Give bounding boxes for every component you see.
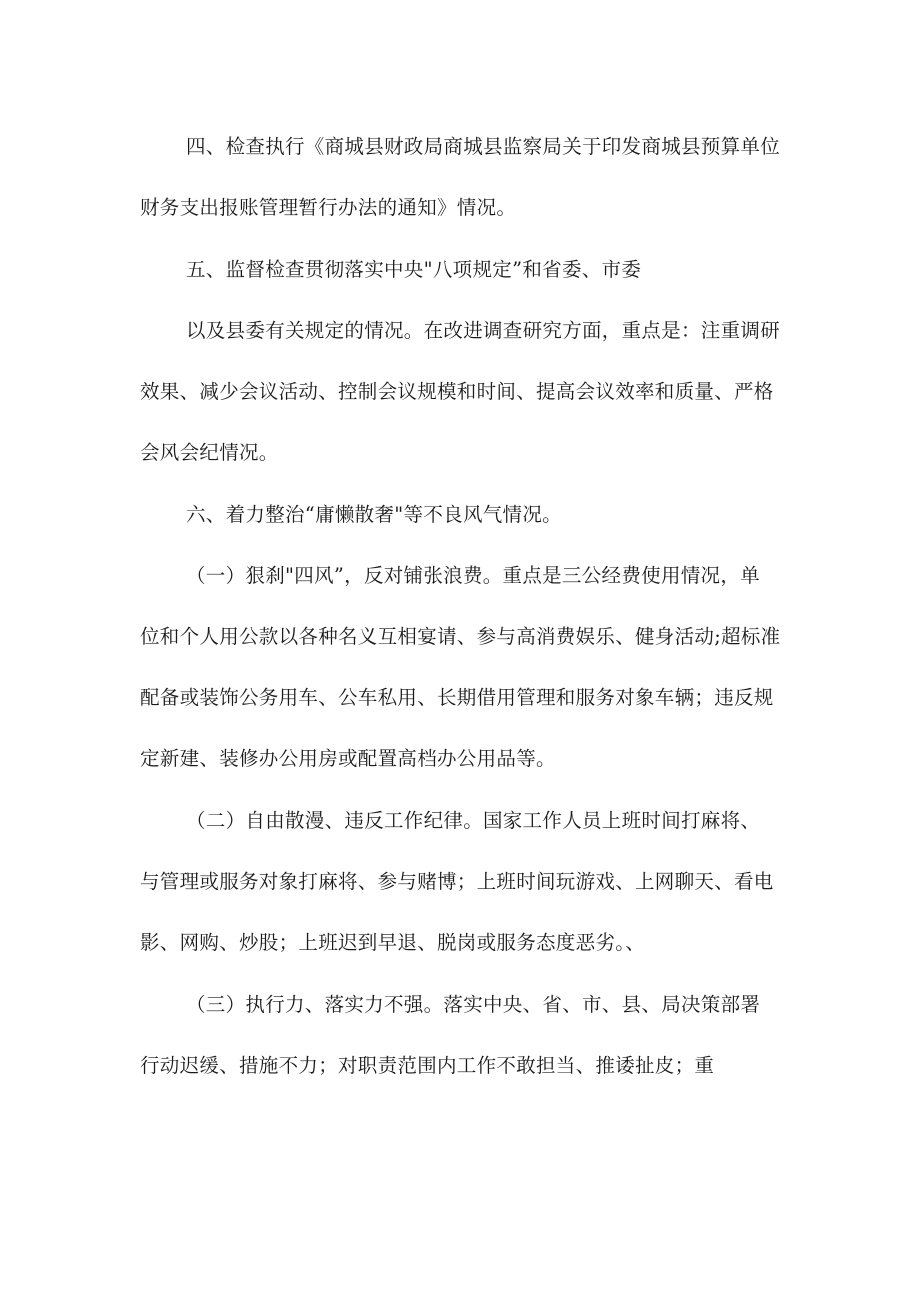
- paragraph-6-3-line-1: （三）执行力、落实力不强。落实中央、省、市、县、局决策部署: [186, 993, 761, 1016]
- paragraph-6-1-line-3: 配备或装饰公务用车、公车私用、长期借用管理和服务对象车辆；违反规: [140, 686, 774, 709]
- paragraph-4-line-2: 财务支出报账管理暂行办法的通知》情况。: [140, 196, 517, 219]
- paragraph-6-1-line-2: 位和个人用公款以各种名义互相宴请、参与高消费娱乐、健身活动;超标准: [140, 625, 781, 648]
- paragraph-6-2-line-3: 影、网购、炒股；上班迟到早退、脱岗或服务态度恶劣。、: [140, 931, 646, 954]
- paragraph-6-1-line-4: 定新建、装修办公用房或配置高档办公用品等。: [140, 747, 556, 770]
- paragraph-6-2-line-1: （二）自由散漫、违反工作纪律。国家工作人员上班时间打麻将、: [186, 809, 761, 832]
- paragraph-5b-line-2: 效果、减少会议活动、控制会议规模和时间、提高会议效率和质量、严格: [140, 380, 774, 403]
- paragraph-6-line-1: 六、着力整治“庸懒散奢"等不良风气情况。: [186, 503, 562, 526]
- paragraph-5b-line-3: 会风会纪情况。: [140, 441, 279, 464]
- paragraph-5-line-1: 五、监督检查贯彻落实中央"八项规定”和省委、市委: [186, 258, 642, 281]
- paragraph-4-line-1: 四、检查执行《商城县财政局商城县监察局关于印发商城县预算单位: [186, 135, 781, 158]
- paragraph-6-1-line-1: （一）狠刹"四风”，反对铺张浪费。重点是三公经费使用情况，单: [186, 564, 760, 587]
- paragraph-5b-line-1: 以及县委有关规定的情况。在改进调查研究方面，重点是：注重调研: [186, 319, 781, 342]
- paragraph-6-3-line-2: 行动迟缓、措施不力；对职责范围内工作不敢担当、推诿扯皮；重: [140, 1054, 715, 1077]
- paragraph-6-2-line-2: 与管理或服务对象打麻将、参与赌博；上班时间玩游戏、上网聊天、看电: [140, 870, 774, 893]
